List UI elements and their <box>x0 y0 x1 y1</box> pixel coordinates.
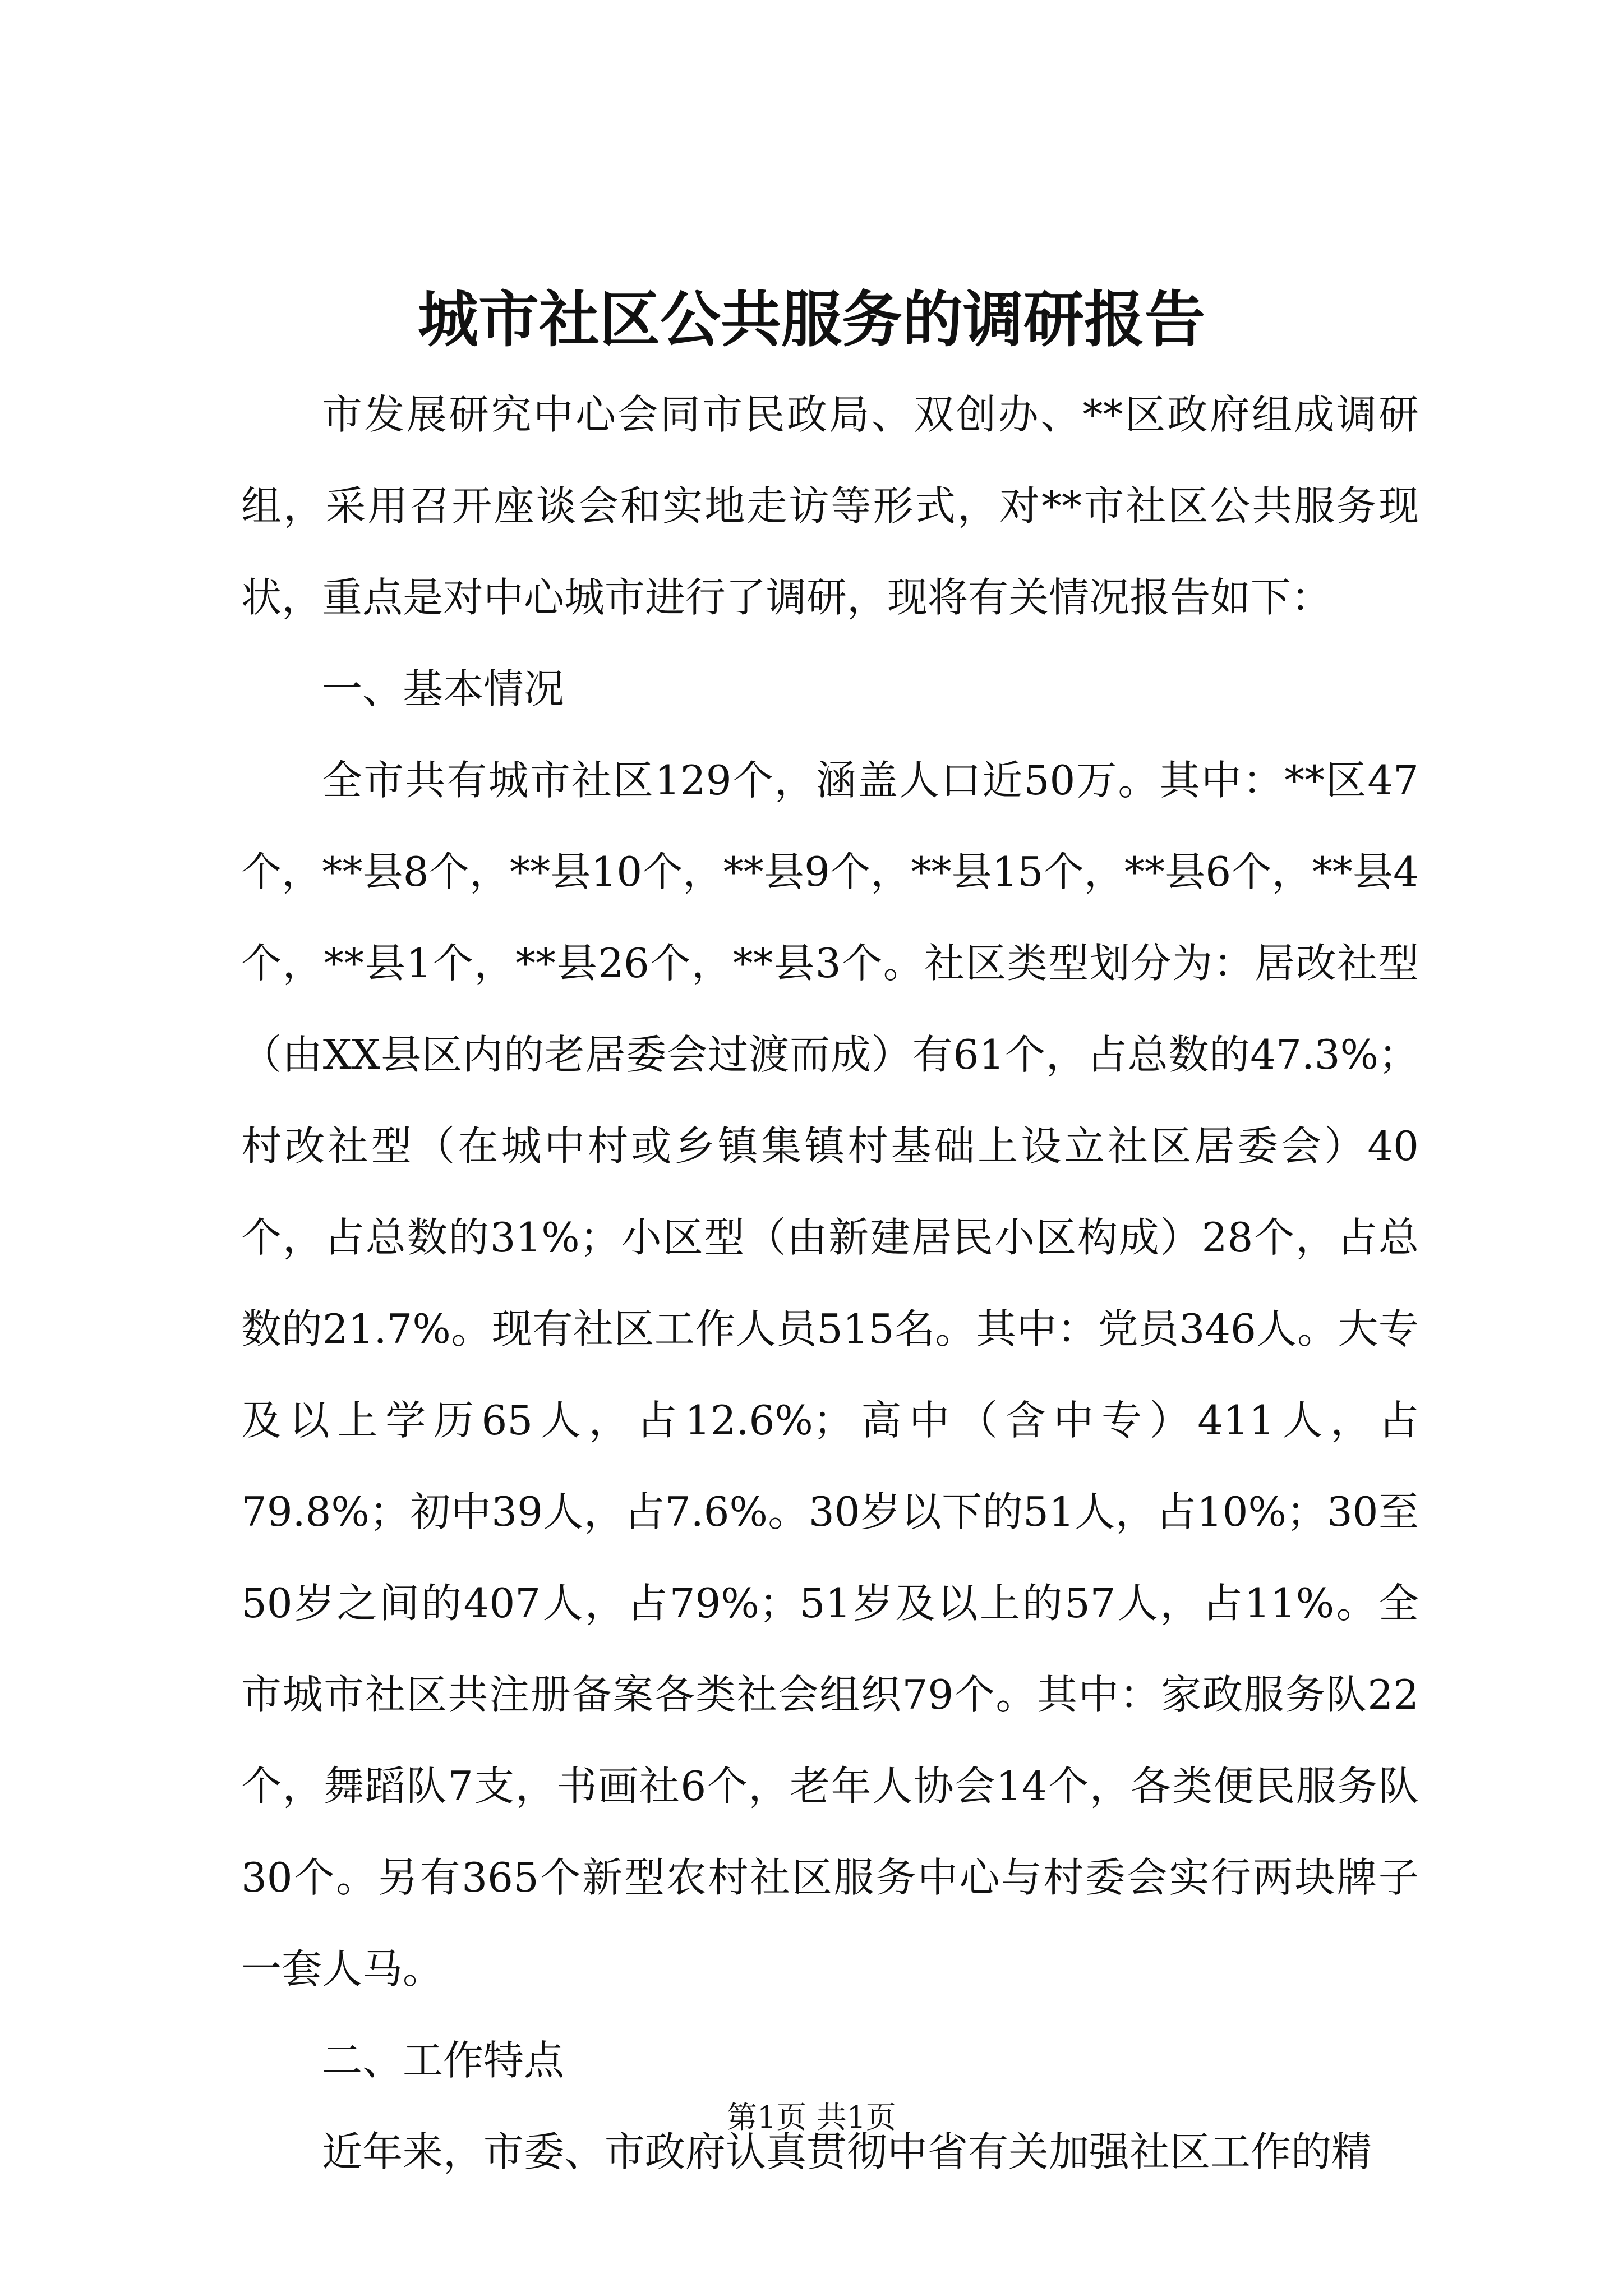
document-body <box>241 369 1419 2198</box>
section-heading-basic: 一、基本情况 <box>322 665 565 712</box>
paragraph-features: 近年来，市委、市政府认真贯彻中省有关加强社区工作的精 <box>322 2128 1372 2175</box>
page-footer: 第1页 共1页 <box>727 2100 896 2135</box>
document-title: 城市社区公共服务的调研报告 <box>417 284 1205 355</box>
section-heading-features: 二、工作特点 <box>322 2037 565 2084</box>
paragraph-basic-situation: 全市共有城市社区129个，涵盖人口近50万。其中：**区47个，**县8个，**县10个，**县9个，**县15个，**县6个，**县4个，**县1个，**县26个，**县3个。社区类型划分为：居改社型（由XX县区内的老居委会过渡而成）有61个，占总数的47.3%；村改社型（在城中村或乡镇集镇村基础上设立社区居委会）40个，占总数的31%；小区型（由新建居民小区构成）28个，占总数的21.7%。现有社区工作人员515名。其中：党员346人。大专及以上学历65人，占12.6%；高中（含中专）411人，占79.8%；初中39人，占7.6%。30岁以下的51人，占10%；30至50岁之间的407人，占79%；51岁及以上的57人，占11%。全市城市社区共注册备案各类社会组织79个。其中：家政服务队22个，舞蹈队7支，书画社6个，老年人协会14个，各类便民服务队30个。另有365个新型农村社区服务中心与村委会实行两块牌子一套人马。 <box>241 757 1419 1993</box>
paragraph-intro: 市发展研究中心会同市民政局、双创办、**区政府组成调研组，采用召开座谈会和实地走访等形式，对**市社区公共服务现状，重点是对中心城市进行了调研，现将有关情况报告如下： <box>241 391 1419 621</box>
